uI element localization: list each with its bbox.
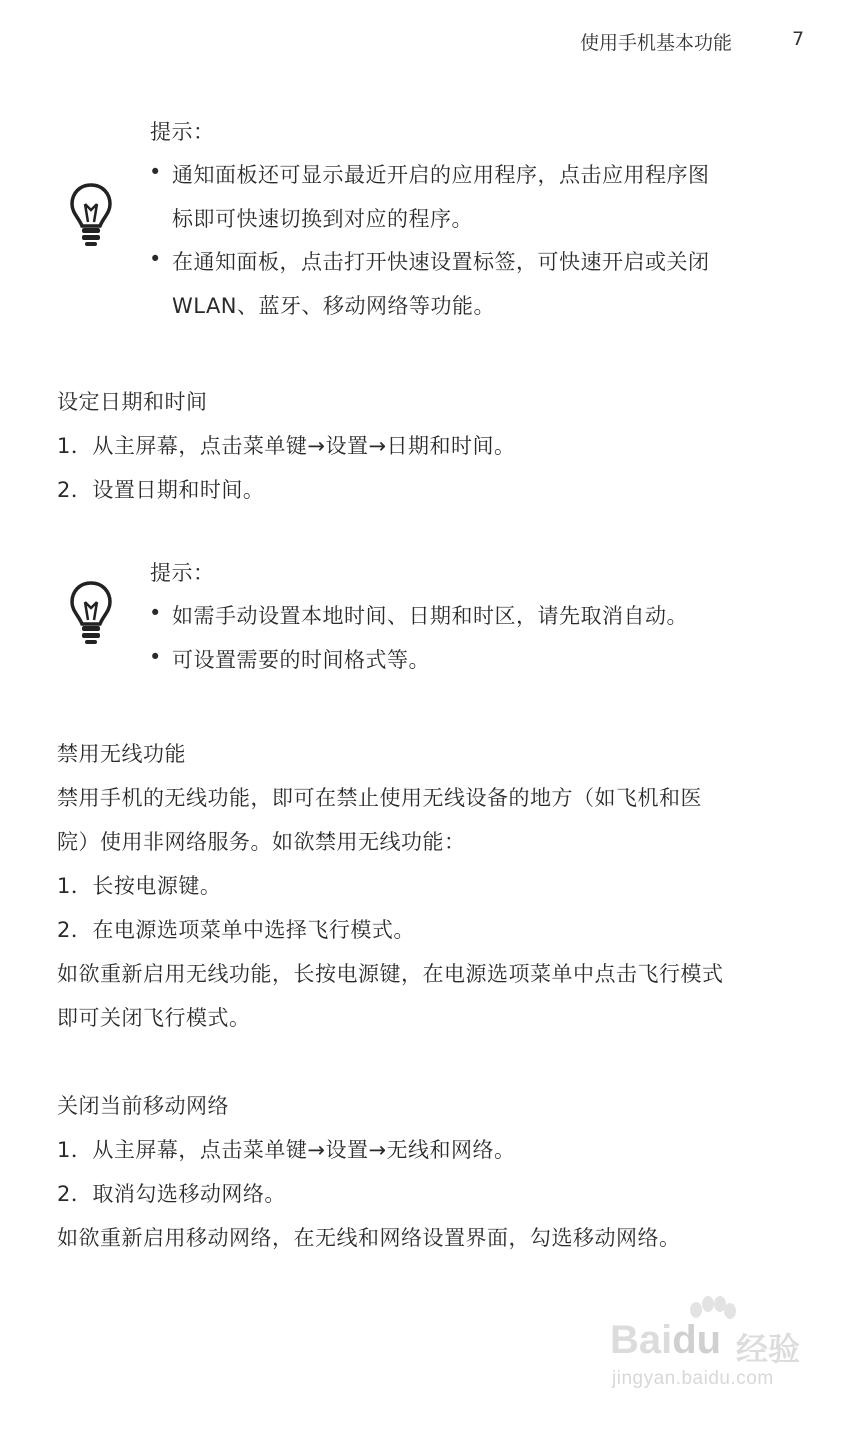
- paragraph-line: 如欲重新启用无线功能，长按电源键，在电源选项菜单中点击飞行模式: [57, 962, 724, 986]
- paragraph-line: 如欲重新启用移动网络，在无线和网络设置界面，勾选移动网络。: [57, 1226, 681, 1250]
- step-line: 2．在电源选项菜单中选择飞行模式。: [57, 918, 415, 942]
- paragraph-line: 即可关闭飞行模式。: [57, 1006, 251, 1030]
- watermark-brand: Bai: [610, 1318, 673, 1362]
- tip2-item2: 可设置需要的时间格式等。: [172, 648, 430, 672]
- section-title-date-time: 设定日期和时间: [57, 390, 208, 414]
- step-line: 1．从主屏幕，点击菜单键→设置→无线和网络。: [57, 1138, 516, 1162]
- lightbulb-icon: [68, 580, 114, 646]
- paragraph-line: 院）使用非网络服务。如欲禁用无线功能：: [57, 830, 466, 854]
- tip1-item1-line2: 标即可快速切换到对应的程序。: [172, 207, 473, 231]
- baidu-watermark: [608, 1296, 818, 1396]
- tip-label: 提示：: [150, 561, 215, 585]
- running-header-title: 使用手机基本功能: [580, 32, 733, 54]
- page-number: 7: [792, 28, 805, 50]
- step-line: 1．长按电源键。: [57, 874, 222, 898]
- tip1-item2-line1: 在通知面板，点击打开快速设置标签，可快速开启或关闭: [172, 250, 710, 274]
- step-line: 2．设置日期和时间。: [57, 478, 265, 502]
- step-line: 1．从主屏幕，点击菜单键→设置→日期和时间。: [57, 434, 516, 458]
- step-line: 2．取消勾选移动网络。: [57, 1182, 286, 1206]
- lightbulb-icon: [68, 182, 114, 248]
- tip1-item2-line2: WLAN、蓝牙、移动网络等功能。: [172, 294, 496, 318]
- section-title-mobile-network: 关闭当前移动网络: [57, 1094, 229, 1118]
- watermark-brand-cn: 经验: [736, 1330, 801, 1368]
- bullet: •: [149, 645, 162, 669]
- bullet: •: [149, 160, 162, 184]
- watermark-brand-du: du: [672, 1318, 722, 1362]
- tip1-item1-line1: 通知面板还可显示最近开启的应用程序，点击应用程序图: [172, 163, 710, 187]
- tip-label: 提示：: [150, 120, 215, 144]
- watermark-url: jingyan.baidu.com: [612, 1368, 774, 1389]
- paragraph-line: 禁用手机的无线功能，即可在禁止使用无线设备的地方（如飞机和医: [57, 786, 702, 810]
- bullet: •: [149, 247, 162, 271]
- section-title-disable-wireless: 禁用无线功能: [57, 742, 186, 766]
- tip2-item1: 如需手动设置本地时间、日期和时区，请先取消自动。: [172, 604, 688, 628]
- bullet: •: [149, 601, 162, 625]
